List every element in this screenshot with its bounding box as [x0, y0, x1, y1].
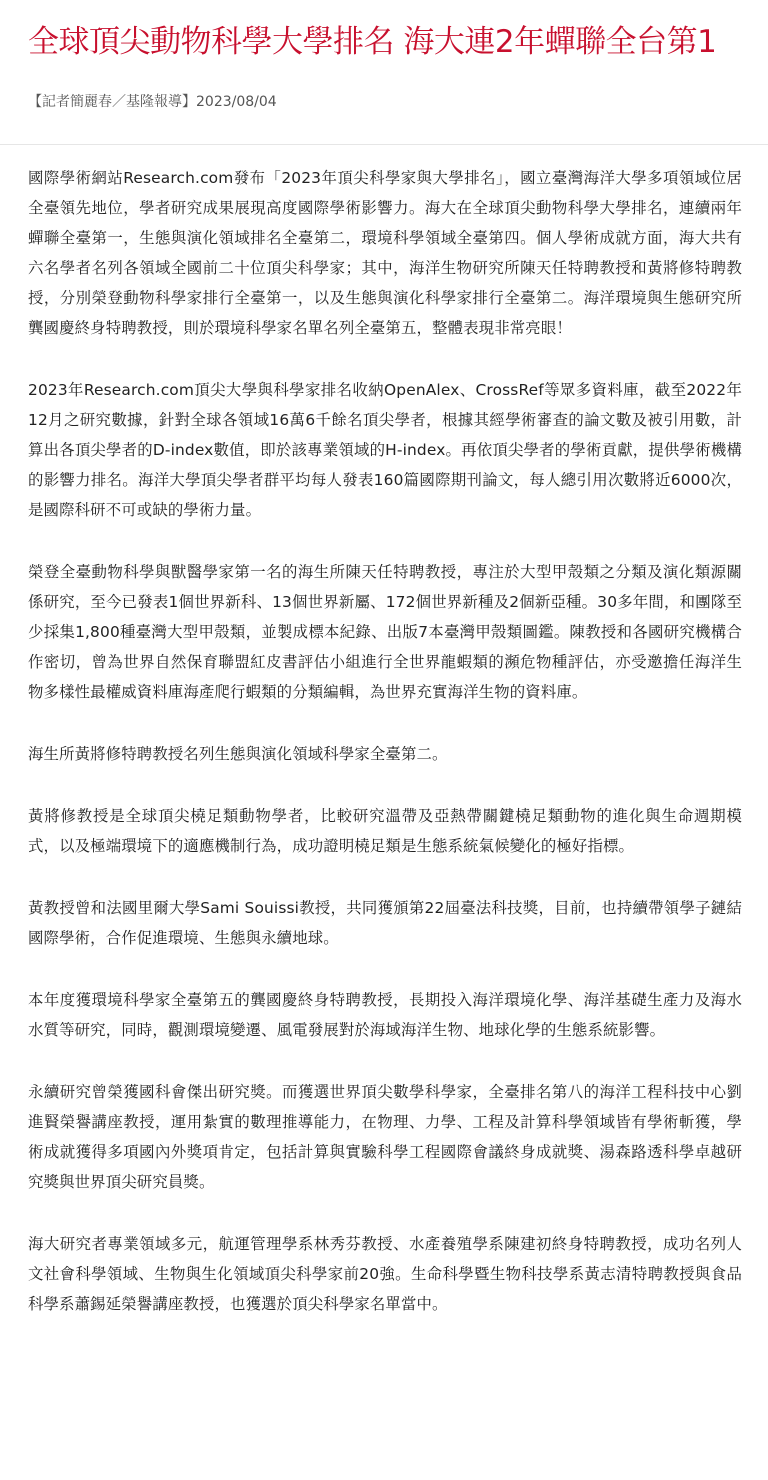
article-body: [0, 163, 768, 1319]
article-headline: 全球頂尖動物科學大學排名 海大連2年蟬聯全台第1: [28, 24, 717, 60]
article-paragraph: 國際學術網站Research.com發布「2023年頂尖科學家與大學排名」，國立臺灣海洋大學多項領域位居全臺領先地位，學者研究成果展現高度國際學術影響力。海大在全球頂尖動物科學大學排名，連續兩年蟬聯全臺第一，生態與演化領域排名全臺第二，環境科學領域全臺第四。個人學術成就方面，海大共有六名學者名列各領域全國前二十位頂尖科學家；其中，海洋生物研究所陳天任特聘教授和黃將修特聘教授，分別榮登動物科學家排行全臺第一，以及生態與演化科學家排行全臺第二。海洋環境與生態研究所龔國慶終身特聘教授，則於環境科學家名單名列全臺第五，整體表現非常亮眼！: [28, 169, 742, 337]
article-paragraph: 海生所黃將修特聘教授名列生態與演化領域科學家全臺第二。: [28, 745, 448, 763]
reporter-credit: 【記者簡麗春／基隆報導】: [28, 94, 196, 110]
article-paragraph: 黃教授曾和法國里爾大學Sami Souissi教授，共同獲頒第22屆臺法科技獎，目前，也持續帶領學子鏈結國際學術，合作促進環境、生態與永續地球。: [28, 899, 742, 947]
article-paragraph: 海大研究者專業領域多元，航運管理學系林秀芬教授、水產養殖學系陳建初終身特聘教授，成功名列人文社會科學領域、生物與生化領域頂尖科學家前20強。生命科學暨生物科技學系黃志清特聘教授與食品科學系蕭錫延榮譽講座教授，也獲選於頂尖科學家名單當中。: [28, 1235, 742, 1313]
publish-date: 2023/08/04: [196, 94, 277, 110]
article-paragraph: 永續研究曾榮獲國科會傑出研究獎。而獲選世界頂尖數學科學家，全臺排名第八的海洋工程科技中心劉進賢榮譽講座教授，運用紮實的數理推導能力，在物理、力學、工程及計算科學領域皆有學術斬獲，學術成就獲得多項國內外獎項肯定，包括計算與實驗科學工程國際會議終身成就獎、湯森路透科學卓越研究獎與世界頂尖研究員獎。: [28, 1083, 742, 1191]
header-divider: [0, 144, 768, 145]
article-paragraph: 本年度獲環境科學家全臺第五的龔國慶終身特聘教授，長期投入海洋環境化學、海洋基礎生產力及海水水質等研究，同時，觀測環境變遷、風電發展對於海域海洋生物、地球化學的生態系統影響。: [28, 991, 742, 1039]
article-paragraph: 2023年Research.com頂尖大學與科學家排名收納OpenAlex、CrossRef等眾多資料庫，截至2022年12月之研究數據，針對全球各領域16萬6千餘名頂尖學者，根據其經學術審查的論文數及被引用數，計算出各頂尖學者的D-index數值，即於該專業領域的H-index。再依頂尖學者的學術貢獻，提供學術機構的影響力排名。海洋大學頂尖學者群平均每人發表160篇國際期刊論文，每人總引用次數將近6000次，是國際科研不可或缺的學術力量。: [28, 381, 742, 519]
article-paragraph: 黃將修教授是全球頂尖橈足類動物學者，比較研究溫帶及亞熱帶關鍵橈足類動物的進化與生命週期模式，以及極端環境下的適應機制行為，成功證明橈足類是生態系統氣候變化的極好指標。: [28, 807, 742, 855]
article-paragraph: 榮登全臺動物科學與獸醫學家第一名的海生所陳天任特聘教授，專注於大型甲殼類之分類及演化類源關係研究，至今已發表1個世界新科、13個世界新屬、172個世界新種及2個新亞種。30多年間，和團隊至少採集1,800種臺灣大型甲殼類，並製成標本紀錄、出版7本臺灣甲殼類圖鑑。陳教授和各國研究機構合作密切，曾為世界自然保育聯盟紅皮書評估小組進行全世界龍蝦類的瀕危物種評估，亦受邀擔任海洋生物多樣性最權威資料庫海產爬行蝦類的分類編輯，為世界充實海洋生物的資料庫。: [28, 563, 742, 701]
article-byline: [0, 68, 768, 144]
